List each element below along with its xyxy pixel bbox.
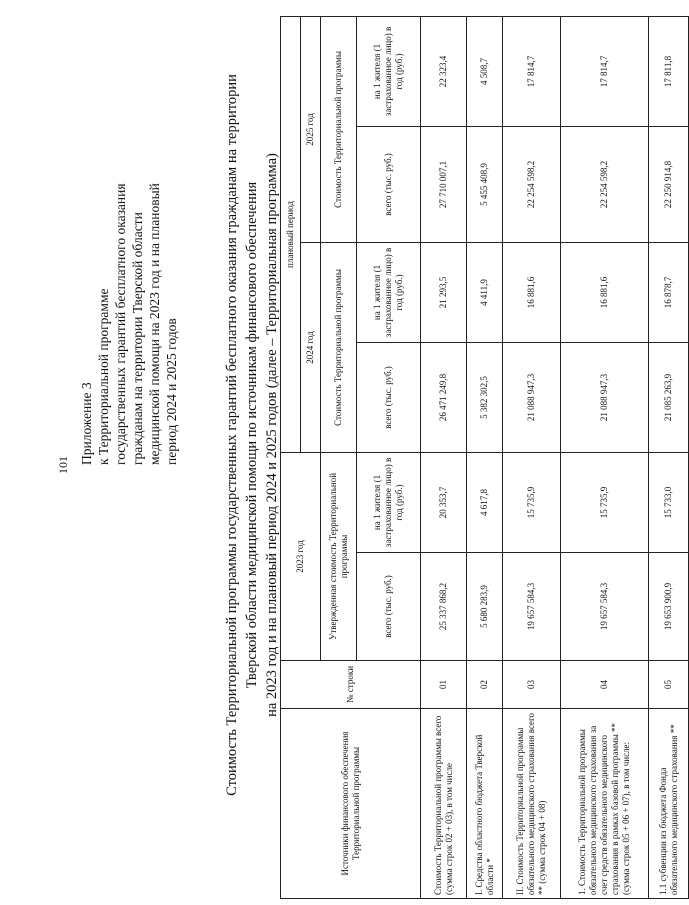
appendix-line: к Территориальной программе xyxy=(96,288,111,465)
header-per-resident-2023: на 1 жителя (1 застрахованное лицо) в год (руб.) xyxy=(357,452,421,552)
total-2024: 21 085 263,9 xyxy=(649,342,689,452)
total-2025: 27 710 007,1 xyxy=(421,126,467,242)
per-resident-2023: 4 617,8 xyxy=(467,452,503,552)
document-title xyxy=(222,0,282,875)
per-resident-2025: 17 811,8 xyxy=(649,16,689,126)
financing-table xyxy=(280,16,689,899)
header-total-2023: всего (тыс. руб.) xyxy=(357,553,421,661)
per-resident-2025: 17 814,7 xyxy=(561,16,649,126)
row-number: 05 xyxy=(649,661,689,709)
per-resident-2025: 4 508,7 xyxy=(467,16,503,126)
row-source: II. Стоимость Территориальной программы обязательного медицинского страхования всего ** (сумма строк 04 + 08) xyxy=(503,709,561,899)
appendix-note xyxy=(78,45,180,465)
table-row xyxy=(503,16,561,898)
total-2025: 22 250 914,8 xyxy=(649,126,689,242)
appendix-line: гражданам на территории Тверской области xyxy=(130,212,145,465)
row-number: 03 xyxy=(503,661,561,709)
total-2023: 19 657 584,3 xyxy=(503,553,561,661)
per-resident-2024: 16 881,6 xyxy=(503,242,561,342)
header-approved-cost: Утвержденная стоимость Территориальной программы xyxy=(321,452,357,660)
header-planned-period: плановый период xyxy=(281,16,301,452)
total-2023: 19 657 584,3 xyxy=(561,553,649,661)
row-source: I. Средства областного бюджета Тверской области * xyxy=(467,709,503,899)
appendix-line: Приложение 3 xyxy=(79,382,94,465)
row-number: 04 xyxy=(561,661,649,709)
header-per-resident-2024: на 1 жителя (1 застрахованное лицо) в год (руб.) xyxy=(357,242,421,342)
total-2025: 22 254 598,2 xyxy=(503,126,561,242)
total-2025: 5 455 408,9 xyxy=(467,126,503,242)
total-2023: 25 337 868,2 xyxy=(421,553,467,661)
header-source: Источники финансового обеспечения Территориальной программы xyxy=(281,709,421,899)
table-row xyxy=(467,16,503,898)
per-resident-2024: 16 881,6 xyxy=(561,242,649,342)
total-2024: 26 471 249,8 xyxy=(421,342,467,452)
total-2023: 19 653 900,9 xyxy=(649,553,689,661)
row-number: 02 xyxy=(467,661,503,709)
page-number: 101 xyxy=(56,456,70,474)
header-total-2024: всего (тыс. руб.) xyxy=(357,342,421,452)
header-total-2025: всего (тыс. руб.) xyxy=(357,126,421,242)
per-resident-2024: 16 878,7 xyxy=(649,242,689,342)
appendix-line: государственных гарантий бесплатного оказания xyxy=(113,183,128,465)
total-2024: 5 382 302,5 xyxy=(467,342,503,452)
per-resident-2023: 15 735,9 xyxy=(561,452,649,552)
total-2024: 21 088 947,3 xyxy=(503,342,561,452)
total-2024: 21 088 947,3 xyxy=(561,342,649,452)
title-line: Стоимость Территориальной программы государственных гарантий бесплатного оказания гражданам на территории xyxy=(224,74,240,796)
per-resident-2024: 4 411,9 xyxy=(467,242,503,342)
per-resident-2023: 15 735,9 xyxy=(503,452,561,552)
per-resident-2025: 22 323,4 xyxy=(421,16,467,126)
title-line: на 2023 год и на плановый период 2024 и 2025 годов (далее – Территориальная программа) xyxy=(264,153,280,717)
per-resident-2023: 20 353,7 xyxy=(421,452,467,552)
header-row-number: № строки xyxy=(281,661,421,709)
header-program-cost-2025: Стоимость Территориальной программы xyxy=(321,16,357,242)
header-per-resident-2025: на 1 жителя (1 застрахованное лицо) в год (руб.) xyxy=(357,16,421,126)
per-resident-2025: 17 814,7 xyxy=(503,16,561,126)
table-row xyxy=(649,16,689,898)
row-source: Стоимость Территориальной программы всего (сумма строк 02 + 03), в том числе xyxy=(421,709,467,899)
table-row xyxy=(421,16,467,898)
appendix-line: медицинской помощи на 2023 год и на плановый xyxy=(147,183,162,465)
total-2023: 5 680 283,9 xyxy=(467,553,503,661)
per-resident-2024: 21 293,5 xyxy=(421,242,467,342)
row-source: 1. Стоимость Территориальной программы обязательного медицинского страхования за счет средств обязательного медицинского страхования в рамках базовой программы ** (сумма строк 05 + 06 + 07), в том числе: xyxy=(561,709,649,899)
per-resident-2023: 15 733,0 xyxy=(649,452,689,552)
table-row xyxy=(561,16,649,898)
appendix-line: период 2024 и 2025 годов xyxy=(164,318,179,465)
header-year-2025: 2025 год xyxy=(301,16,321,242)
header-program-cost-2024: Стоимость Территориальной программы xyxy=(321,242,357,452)
row-number: 01 xyxy=(421,661,467,709)
total-2025: 22 254 598,2 xyxy=(561,126,649,242)
header-year-2024: 2024 год xyxy=(301,242,321,452)
row-source: 1.1 субвенции из бюджета Фонда обязательного медицинского страхования ** xyxy=(649,709,689,899)
title-line: Тверской области медицинской помощи по источникам финансового обеспечения xyxy=(244,181,260,689)
header-year-2023: 2023 год xyxy=(281,452,321,660)
